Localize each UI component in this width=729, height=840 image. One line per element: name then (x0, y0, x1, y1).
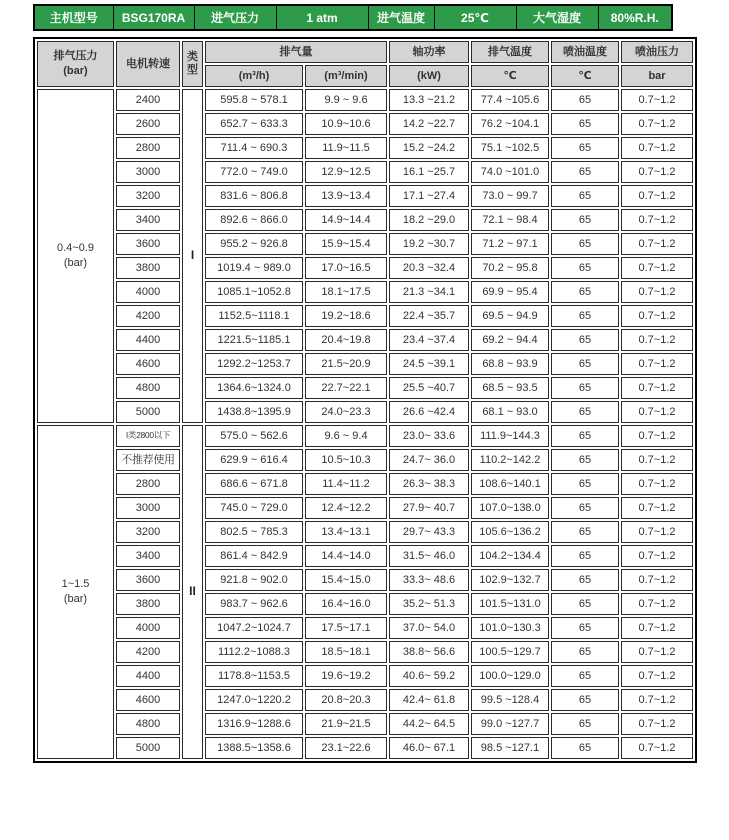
flow-m3min-cell: 20.4~19.8 (305, 329, 387, 351)
table-row (37, 473, 693, 495)
flow-m3min-cell: 9.6 ~ 9.4 (305, 425, 387, 447)
col-header-discharge-volume: 排气量 (205, 41, 387, 63)
oil-temp-cell: 65 (551, 545, 619, 567)
oil-pressure-cell: 0.7~1.2 (621, 161, 693, 183)
shaft-power-cell: 27.9~ 40.7 (389, 497, 469, 519)
discharge-temp-cell: 99.0 ~127.7 (471, 713, 549, 735)
flow-m3min-cell: 13.9~13.4 (305, 185, 387, 207)
flow-m3h-cell: 1178.8~1153.5 (205, 665, 303, 687)
discharge-temp-cell: 72.1 ~ 98.4 (471, 209, 549, 231)
flow-m3min-cell: 15.4~15.0 (305, 569, 387, 591)
inlet-temp-label: 进气温度 (368, 5, 434, 30)
shaft-power-cell: 23.4 ~37.4 (389, 329, 469, 351)
discharge-temp-cell: 73.0 ~ 99.7 (471, 185, 549, 207)
inlet-temp-value: 25℃ (434, 5, 516, 30)
motor-speed-cell: 5000 (116, 737, 180, 759)
discharge-temp-cell: 104.2~134.4 (471, 545, 549, 567)
oil-pressure-cell: 0.7~1.2 (621, 545, 693, 567)
col-header-oil-pressure: 喷油压力 (621, 41, 693, 63)
col-header-discharge-temp: 排气温度 (471, 41, 549, 63)
discharge-temp-cell: 100.5~129.7 (471, 641, 549, 663)
discharge-temp-cell: 111.9~144.3 (471, 425, 549, 447)
table-row (37, 377, 693, 399)
flow-m3min-cell: 11.4~11.2 (305, 473, 387, 495)
motor-speed-cell: 3400 (116, 545, 180, 567)
flow-m3h-cell: 861.4 ~ 842.9 (205, 545, 303, 567)
discharge-temp-cell: 107.0~138.0 (471, 497, 549, 519)
table-row (37, 185, 693, 207)
shaft-power-cell: 21.3 ~34.1 (389, 281, 469, 303)
motor-speed-cell: 4800 (116, 713, 180, 735)
flow-m3h-cell: 686.6 ~ 671.8 (205, 473, 303, 495)
oil-pressure-cell: 0.7~1.2 (621, 305, 693, 327)
flow-m3h-cell: 772.0 ~ 749.0 (205, 161, 303, 183)
oil-temp-cell: 65 (551, 377, 619, 399)
flow-m3h-cell: 1019.4 ~ 989.0 (205, 257, 303, 279)
shaft-power-cell: 25.5 ~40.7 (389, 377, 469, 399)
flow-m3min-cell: 12.4~12.2 (305, 497, 387, 519)
unit-kw: (kW) (389, 65, 469, 87)
type-cell: I (182, 89, 203, 423)
motor-speed-cell: 2800 (116, 137, 180, 159)
main-model-value: BSG170RA (113, 5, 194, 30)
unit-oil-temp: ℃ (551, 65, 619, 87)
shaft-power-cell: 17.1 ~27.4 (389, 185, 469, 207)
oil-temp-cell: 65 (551, 257, 619, 279)
oil-temp-cell: 65 (551, 497, 619, 519)
shaft-power-cell: 37.0~ 54.0 (389, 617, 469, 639)
flow-m3h-cell: 575.0 ~ 562.6 (205, 425, 303, 447)
flow-m3min-cell: 14.9~14.4 (305, 209, 387, 231)
flow-m3min-cell: 19.6~19.2 (305, 665, 387, 687)
discharge-temp-cell: 102.9~132.7 (471, 569, 549, 591)
oil-pressure-cell: 0.7~1.2 (621, 281, 693, 303)
oil-temp-cell: 65 (551, 401, 619, 423)
flow-m3min-cell: 23.1~22.6 (305, 737, 387, 759)
table-row (37, 113, 693, 135)
shaft-power-cell: 19.2 ~30.7 (389, 233, 469, 255)
oil-temp-cell: 65 (551, 641, 619, 663)
discharge-temp-cell: 74.0 ~101.0 (471, 161, 549, 183)
flow-m3h-cell: 983.7 ~ 962.6 (205, 593, 303, 615)
type-cell: II (182, 425, 203, 759)
motor-speed-cell: 4200 (116, 641, 180, 663)
oil-pressure-cell: 0.7~1.2 (621, 185, 693, 207)
flow-m3min-cell: 22.7~22.1 (305, 377, 387, 399)
shaft-power-cell: 15.2 ~24.2 (389, 137, 469, 159)
table-row (37, 425, 693, 447)
motor-speed-cell: 3200 (116, 521, 180, 543)
discharge-temp-cell: 76.2 ~104.1 (471, 113, 549, 135)
flow-m3min-cell: 10.9~10.6 (305, 113, 387, 135)
flow-m3min-cell: 14.4~14.0 (305, 545, 387, 567)
oil-pressure-cell: 0.7~1.2 (621, 473, 693, 495)
flow-m3h-cell: 1364.6~1324.0 (205, 377, 303, 399)
motor-speed-cell: 3600 (116, 569, 180, 591)
discharge-temp-cell: 69.5 ~ 94.9 (471, 305, 549, 327)
main-model-label: 主机型号 (34, 5, 113, 30)
table-row (37, 617, 693, 639)
unit-m3h: (m³/h) (205, 65, 303, 87)
discharge-temp-cell: 110.2~142.2 (471, 449, 549, 471)
flow-m3h-cell: 1438.8~1395.9 (205, 401, 303, 423)
motor-speed-cell: 2800 (116, 473, 180, 495)
flow-m3h-cell: 1152.5~1118.1 (205, 305, 303, 327)
flow-m3h-cell: 1388.5~1358.6 (205, 737, 303, 759)
oil-temp-cell: 65 (551, 713, 619, 735)
shaft-power-cell: 24.5 ~39.1 (389, 353, 469, 375)
pressure-range-value: 1~1.5 (61, 578, 90, 591)
flow-m3h-cell: 921.8 ~ 902.0 (205, 569, 303, 591)
flow-m3min-cell: 19.2~18.6 (305, 305, 387, 327)
oil-pressure-cell: 0.7~1.2 (621, 569, 693, 591)
discharge-temp-cell: 71.2 ~ 97.1 (471, 233, 549, 255)
oil-temp-cell: 65 (551, 425, 619, 447)
motor-speed-cell: 2400 (116, 89, 180, 111)
oil-pressure-cell: 0.7~1.2 (621, 617, 693, 639)
header-row-1 (37, 41, 693, 63)
flow-m3h-cell: 652.7 ~ 633.3 (205, 113, 303, 135)
shaft-power-cell: 42.4~ 61.8 (389, 689, 469, 711)
discharge-pressure-unit: (bar) (63, 65, 88, 77)
oil-pressure-cell: 0.7~1.2 (621, 737, 693, 759)
humidity-value: 80%R.H. (598, 5, 672, 30)
shaft-power-cell: 38.8~ 56.6 (389, 641, 469, 663)
oil-temp-cell: 65 (551, 521, 619, 543)
discharge-temp-cell: 101.5~131.0 (471, 593, 549, 615)
table-row (37, 449, 693, 471)
shaft-power-cell: 35.2~ 51.3 (389, 593, 469, 615)
motor-speed-cell: 4400 (116, 329, 180, 351)
pressure-range-value: 0.4~0.9 (56, 242, 94, 255)
table-row (37, 329, 693, 351)
shaft-power-cell: 46.0~ 67.1 (389, 737, 469, 759)
flow-m3h-cell: 745.0 ~ 729.0 (205, 497, 303, 519)
discharge-temp-cell: 105.6~136.2 (471, 521, 549, 543)
motor-speed-cell: 3000 (116, 497, 180, 519)
oil-temp-cell: 65 (551, 305, 619, 327)
flow-m3min-cell: 13.4~13.1 (305, 521, 387, 543)
motor-speed-cell: 3200 (116, 185, 180, 207)
motor-speed-cell: 4000 (116, 281, 180, 303)
flow-m3h-cell: 1047.2~1024.7 (205, 617, 303, 639)
oil-pressure-cell: 0.7~1.2 (621, 497, 693, 519)
table-row (37, 257, 693, 279)
table-row (37, 545, 693, 567)
shaft-power-cell: 14.2 ~22.7 (389, 113, 469, 135)
flow-m3min-cell: 15.9~15.4 (305, 233, 387, 255)
inlet-pressure-label: 进气压力 (194, 5, 276, 30)
discharge-pressure-label: 排气压力 (53, 50, 98, 63)
motor-speed-cell: 3800 (116, 593, 180, 615)
motor-speed-cell: 不推荐使用 (116, 449, 180, 471)
shaft-power-cell: 26.6 ~42.4 (389, 401, 469, 423)
motor-speed-cell: I类2800以下 (116, 425, 180, 447)
discharge-temp-cell: 69.9 ~ 95.4 (471, 281, 549, 303)
table-row (37, 737, 693, 759)
oil-temp-cell: 65 (551, 161, 619, 183)
shaft-power-cell: 22.4 ~35.7 (389, 305, 469, 327)
oil-temp-cell: 65 (551, 329, 619, 351)
flow-m3min-cell: 12.9~12.5 (305, 161, 387, 183)
shaft-power-cell: 29.7~ 43.3 (389, 521, 469, 543)
oil-pressure-cell: 0.7~1.2 (621, 113, 693, 135)
col-header-oil-temp: 喷油温度 (551, 41, 619, 63)
table-row (37, 353, 693, 375)
motor-speed-cell: 4800 (116, 377, 180, 399)
flow-m3min-cell: 16.4~16.0 (305, 593, 387, 615)
flow-m3h-cell: 1085.1~1052.8 (205, 281, 303, 303)
flow-m3h-cell: 629.9 ~ 616.4 (205, 449, 303, 471)
oil-temp-cell: 65 (551, 233, 619, 255)
oil-pressure-cell: 0.7~1.2 (621, 401, 693, 423)
oil-temp-cell: 65 (551, 113, 619, 135)
col-header-motor-speed: 电机转速 (116, 41, 180, 87)
oil-pressure-cell: 0.7~1.2 (621, 377, 693, 399)
table-row (37, 233, 693, 255)
unit-m3min: (m³/min) (305, 65, 387, 87)
flow-m3h-cell: 711.4 ~ 690.3 (205, 137, 303, 159)
oil-temp-cell: 65 (551, 449, 619, 471)
oil-pressure-cell: 0.7~1.2 (621, 641, 693, 663)
shaft-power-cell: 31.5~ 46.0 (389, 545, 469, 567)
discharge-temp-cell: 68.8 ~ 93.9 (471, 353, 549, 375)
unit-discharge-temp: ℃ (471, 65, 549, 87)
unit-oil-pressure: bar (621, 65, 693, 87)
table-row (37, 305, 693, 327)
shaft-power-cell: 23.0~ 33.6 (389, 425, 469, 447)
oil-temp-cell: 65 (551, 617, 619, 639)
shaft-power-cell: 44.2~ 64.5 (389, 713, 469, 735)
table-row (37, 713, 693, 735)
table-row (37, 569, 693, 591)
pressure-range-unit: (bar) (63, 593, 88, 605)
discharge-temp-cell: 108.6~140.1 (471, 473, 549, 495)
oil-temp-cell: 65 (551, 473, 619, 495)
shaft-power-cell: 13.3 ~21.2 (389, 89, 469, 111)
oil-pressure-cell: 0.7~1.2 (621, 689, 693, 711)
pressure-range-unit: (bar) (63, 257, 88, 269)
performance-table (33, 37, 697, 763)
discharge-temp-cell: 69.2 ~ 94.4 (471, 329, 549, 351)
oil-pressure-cell: 0.7~1.2 (621, 425, 693, 447)
table-body (37, 89, 693, 759)
shaft-power-cell: 16.1 ~25.7 (389, 161, 469, 183)
table-row (37, 281, 693, 303)
oil-temp-cell: 65 (551, 185, 619, 207)
table-row (37, 161, 693, 183)
table-row (37, 401, 693, 423)
table-row (37, 497, 693, 519)
shaft-power-cell: 26.3~ 38.3 (389, 473, 469, 495)
oil-pressure-cell: 0.7~1.2 (621, 665, 693, 687)
oil-pressure-cell: 0.7~1.2 (621, 353, 693, 375)
motor-speed-cell: 3400 (116, 209, 180, 231)
table-row (37, 689, 693, 711)
shaft-power-cell: 33.3~ 48.6 (389, 569, 469, 591)
oil-pressure-cell: 0.7~1.2 (621, 329, 693, 351)
flow-m3h-cell: 831.6 ~ 806.8 (205, 185, 303, 207)
discharge-temp-cell: 99.5 ~128.4 (471, 689, 549, 711)
flow-m3h-cell: 955.2 ~ 926.8 (205, 233, 303, 255)
flow-m3h-cell: 1316.9~1288.6 (205, 713, 303, 735)
oil-pressure-cell: 0.7~1.2 (621, 521, 693, 543)
flow-m3min-cell: 21.9~21.5 (305, 713, 387, 735)
discharge-temp-cell: 75.1 ~102.5 (471, 137, 549, 159)
flow-m3min-cell: 18.5~18.1 (305, 641, 387, 663)
oil-pressure-cell: 0.7~1.2 (621, 233, 693, 255)
motor-speed-cell: 2600 (116, 113, 180, 135)
oil-temp-cell: 65 (551, 209, 619, 231)
discharge-temp-cell: 68.1 ~ 93.0 (471, 401, 549, 423)
discharge-temp-cell: 100.0~129.0 (471, 665, 549, 687)
col-header-discharge-pressure (37, 41, 114, 87)
oil-pressure-cell: 0.7~1.2 (621, 209, 693, 231)
oil-temp-cell: 65 (551, 593, 619, 615)
flow-m3min-cell: 17.0~16.5 (305, 257, 387, 279)
motor-speed-cell: 3600 (116, 233, 180, 255)
motor-speed-cell: 4400 (116, 665, 180, 687)
oil-temp-cell: 65 (551, 665, 619, 687)
flow-m3min-cell: 21.5~20.9 (305, 353, 387, 375)
condition-header-bar (33, 4, 673, 31)
discharge-temp-cell: 98.5 ~127.1 (471, 737, 549, 759)
oil-temp-cell: 65 (551, 89, 619, 111)
discharge-temp-cell: 77.4 ~105.6 (471, 89, 549, 111)
motor-speed-cell: 3800 (116, 257, 180, 279)
flow-m3min-cell: 24.0~23.3 (305, 401, 387, 423)
oil-pressure-cell: 0.7~1.2 (621, 713, 693, 735)
discharge-temp-cell: 70.2 ~ 95.8 (471, 257, 549, 279)
flow-m3h-cell: 802.5 ~ 785.3 (205, 521, 303, 543)
col-header-type: 类型 (182, 41, 203, 87)
oil-temp-cell: 65 (551, 569, 619, 591)
table-row (37, 641, 693, 663)
flow-m3min-cell: 10.5~10.3 (305, 449, 387, 471)
oil-pressure-cell: 0.7~1.2 (621, 257, 693, 279)
col-header-shaft-power: 轴功率 (389, 41, 469, 63)
oil-temp-cell: 65 (551, 737, 619, 759)
oil-pressure-cell: 0.7~1.2 (621, 593, 693, 615)
shaft-power-cell: 18.2 ~29.0 (389, 209, 469, 231)
oil-pressure-cell: 0.7~1.2 (621, 89, 693, 111)
shaft-power-cell: 24.7~ 36.0 (389, 449, 469, 471)
discharge-temp-cell: 68.5 ~ 93.5 (471, 377, 549, 399)
motor-speed-cell: 4600 (116, 689, 180, 711)
table-row (37, 593, 693, 615)
flow-m3h-cell: 1247.0~1220.2 (205, 689, 303, 711)
humidity-label: 大气湿度 (516, 5, 598, 30)
motor-speed-cell: 5000 (116, 401, 180, 423)
flow-m3min-cell: 9.9 ~ 9.6 (305, 89, 387, 111)
oil-temp-cell: 65 (551, 137, 619, 159)
flow-m3min-cell: 11.9~11.5 (305, 137, 387, 159)
table-row (37, 521, 693, 543)
shaft-power-cell: 20.3 ~32.4 (389, 257, 469, 279)
flow-m3h-cell: 892.6 ~ 866.0 (205, 209, 303, 231)
table-row (37, 137, 693, 159)
table-row (37, 89, 693, 111)
flow-m3h-cell: 1292.2~1253.7 (205, 353, 303, 375)
flow-m3h-cell: 1221.5~1185.1 (205, 329, 303, 351)
oil-temp-cell: 65 (551, 353, 619, 375)
motor-speed-cell: 3000 (116, 161, 180, 183)
inlet-pressure-value: 1 atm (276, 5, 368, 30)
motor-speed-cell: 4000 (116, 617, 180, 639)
shaft-power-cell: 40.6~ 59.2 (389, 665, 469, 687)
flow-m3min-cell: 18.1~17.5 (305, 281, 387, 303)
pressure-range-cell (37, 89, 114, 423)
oil-temp-cell: 65 (551, 689, 619, 711)
oil-temp-cell: 65 (551, 281, 619, 303)
flow-m3min-cell: 20.8~20.3 (305, 689, 387, 711)
table-row (37, 209, 693, 231)
oil-pressure-cell: 0.7~1.2 (621, 137, 693, 159)
flow-m3h-cell: 1112.2~1088.3 (205, 641, 303, 663)
flow-m3h-cell: 595.8 ~ 578.1 (205, 89, 303, 111)
motor-speed-cell: 4600 (116, 353, 180, 375)
discharge-temp-cell: 101.0~130.3 (471, 617, 549, 639)
pressure-range-cell (37, 425, 114, 759)
motor-speed-cell: 4200 (116, 305, 180, 327)
oil-pressure-cell: 0.7~1.2 (621, 449, 693, 471)
flow-m3min-cell: 17.5~17.1 (305, 617, 387, 639)
table-row (37, 665, 693, 687)
